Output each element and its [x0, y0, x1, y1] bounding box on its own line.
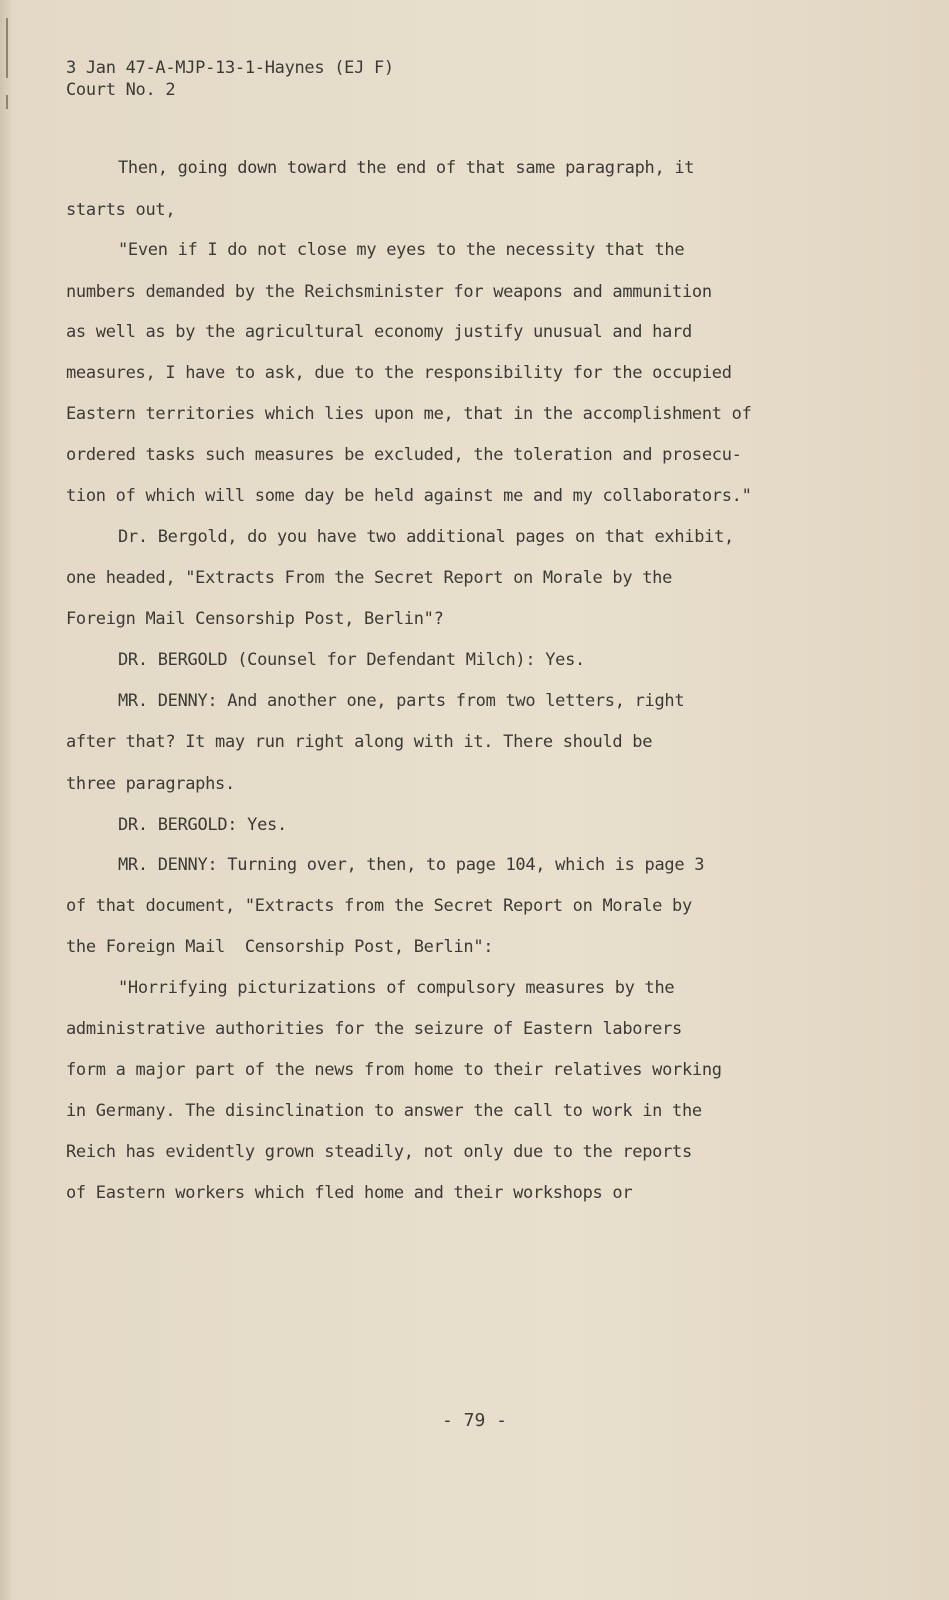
text-line: Reich has evidently grown steadily, not only due to the reports: [66, 1142, 692, 1162]
speaker-line: DR. BERGOLD: Yes.: [118, 815, 287, 835]
text-line: ordered tasks such measures be excluded, the toleration and prosecu-: [66, 445, 742, 465]
speaker-line: DR. BERGOLD (Counsel for Defendant Milch): Yes.: [118, 650, 585, 670]
text-line: Dr. Bergold, do you have two additional pages on that exhibit,: [118, 527, 734, 547]
text-line: Foreign Mail Censorship Post, Berlin"?: [66, 609, 444, 629]
text-line: Eastern territories which lies upon me, that in the accomplishment of: [66, 404, 752, 424]
text-line: in Germany. The disinclination to answer the call to work in the: [66, 1101, 702, 1121]
text-line: one headed, "Extracts From the Secret Report on Morale by the: [66, 568, 673, 588]
text-line: "Even if I do not close my eyes to the necessity that the: [118, 240, 685, 260]
speaker-line: MR. DENNY: Turning over, then, to page 104, which is page 3: [118, 855, 705, 875]
speaker-line: MR. DENNY: And another one, parts from two letters, right: [118, 691, 685, 711]
margin-mark: [6, 18, 8, 78]
text-line: numbers demanded by the Reichsminister for weapons and ammunition: [66, 282, 712, 302]
text-line: starts out,: [66, 200, 176, 220]
text-line: "Horrifying picturizations of compulsory measures by the: [118, 978, 675, 998]
text-line: after that? It may run right along with it. There should be: [66, 732, 653, 752]
margin-mark: [6, 95, 8, 109]
page-number: - 79 -: [441, 1410, 508, 1431]
text-line: as well as by the agricultural economy justify unusual and hard: [66, 322, 692, 342]
text-line: Then, going down toward the end of that same paragraph, it: [118, 158, 695, 178]
text-line: administrative authorities for the seizure of Eastern laborers: [66, 1019, 682, 1039]
text-line: the Foreign Mail Censorship Post, Berlin":: [66, 937, 494, 957]
document-header-id: 3 Jan 47-A-MJP-13-1-Haynes (EJ F): [66, 58, 394, 78]
text-line: measures, I have to ask, due to the responsibility for the occupied: [66, 363, 732, 383]
text-line: of that document, "Extracts from the Secret Report on Morale by: [66, 896, 692, 916]
text-line: form a major part of the news from home to their relatives working: [66, 1060, 722, 1080]
text-line: tion of which will some day be held against me and my collaborators.": [66, 486, 752, 506]
text-line: three paragraphs.: [66, 774, 235, 794]
text-line: of Eastern workers which fled home and their workshops or: [66, 1183, 633, 1203]
court-number: Court No. 2: [66, 80, 176, 100]
